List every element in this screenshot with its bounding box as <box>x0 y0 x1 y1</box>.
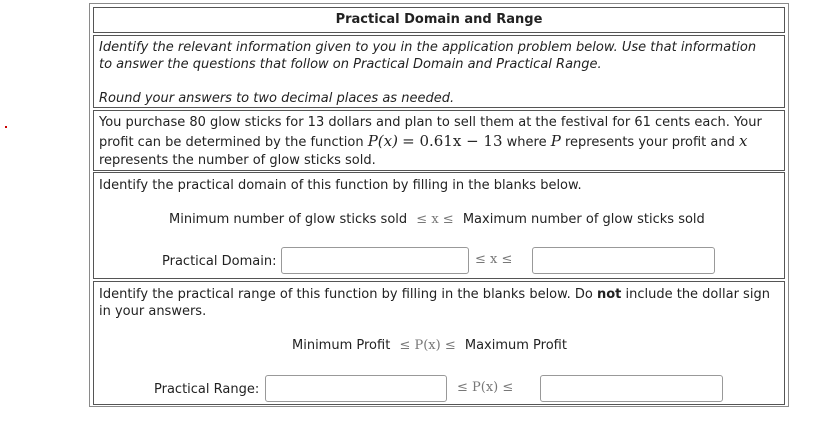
instructions-box <box>93 35 785 108</box>
function-lhs: P(x) <box>367 132 398 150</box>
variable-x: x <box>738 132 748 150</box>
function-rhs: = 0.61x − 13 <box>402 132 503 150</box>
practical-range-label: Practical Range: <box>154 382 260 397</box>
range-prompt-line-2: in your answers. <box>99 304 207 319</box>
domain-max-label: Maximum number of glow sticks sold <box>462 212 705 227</box>
domain-prompt: Identify the practical domain of this function by filling in the blanks below. <box>99 178 582 193</box>
problem-line-2 <box>99 132 779 152</box>
range-field-inequality: ≤ P(x) ≤ <box>457 380 514 395</box>
problem-text: where <box>506 135 547 150</box>
stray-mark <box>5 126 7 128</box>
range-max-input[interactable] <box>540 375 723 402</box>
practical-domain-label: Practical Domain: <box>162 254 277 269</box>
domain-field-inequality: ≤ x ≤ <box>475 252 513 267</box>
domain-section <box>93 172 785 279</box>
domain-min-label: Minimum number of glow sticks sold <box>169 212 408 227</box>
domain-inequality <box>169 212 705 227</box>
domain-min-input[interactable] <box>281 247 469 274</box>
problem-text: profit can be determined by the function <box>99 135 364 150</box>
domain-max-input[interactable] <box>532 247 715 274</box>
instructions-line-1: Identify the relevant information given to you in the application problem below. Use that information <box>99 40 757 55</box>
range-prompt-text: Identify the practical range of this function by filling in the blanks below. Do <box>99 287 593 302</box>
range-min-label: Minimum Profit <box>292 338 391 353</box>
range-prompt-text: include the dollar sign <box>625 287 770 302</box>
rounding-note: Round your answers to two decimal places as needed. <box>99 91 455 106</box>
question-panel <box>89 3 789 407</box>
range-prompt-emphasis: not <box>596 287 622 302</box>
range-max-label: Maximum Profit <box>464 338 567 353</box>
instructions-line-2: to answer the questions that follow on Practical Domain and Practical Range. <box>99 57 602 72</box>
range-inequality-symbol: ≤ P(x) ≤ <box>399 338 456 353</box>
range-prompt-line-1 <box>99 287 770 302</box>
range-min-input[interactable] <box>265 375 447 402</box>
range-inequality <box>292 338 567 353</box>
problem-line-3: represents the number of glow sticks sold. <box>99 153 376 168</box>
page-title: Practical Domain and Range <box>93 7 785 33</box>
variable-p: P <box>550 132 561 150</box>
problem-line-1: You purchase 80 glow sticks for 13 dollars and plan to sell them at the festival for 61 cents each. Your <box>99 115 762 130</box>
problem-box <box>93 110 785 171</box>
range-section <box>93 281 785 405</box>
domain-inequality-symbol: ≤ x ≤ <box>416 212 454 227</box>
problem-text: represents your profit and <box>564 135 735 150</box>
